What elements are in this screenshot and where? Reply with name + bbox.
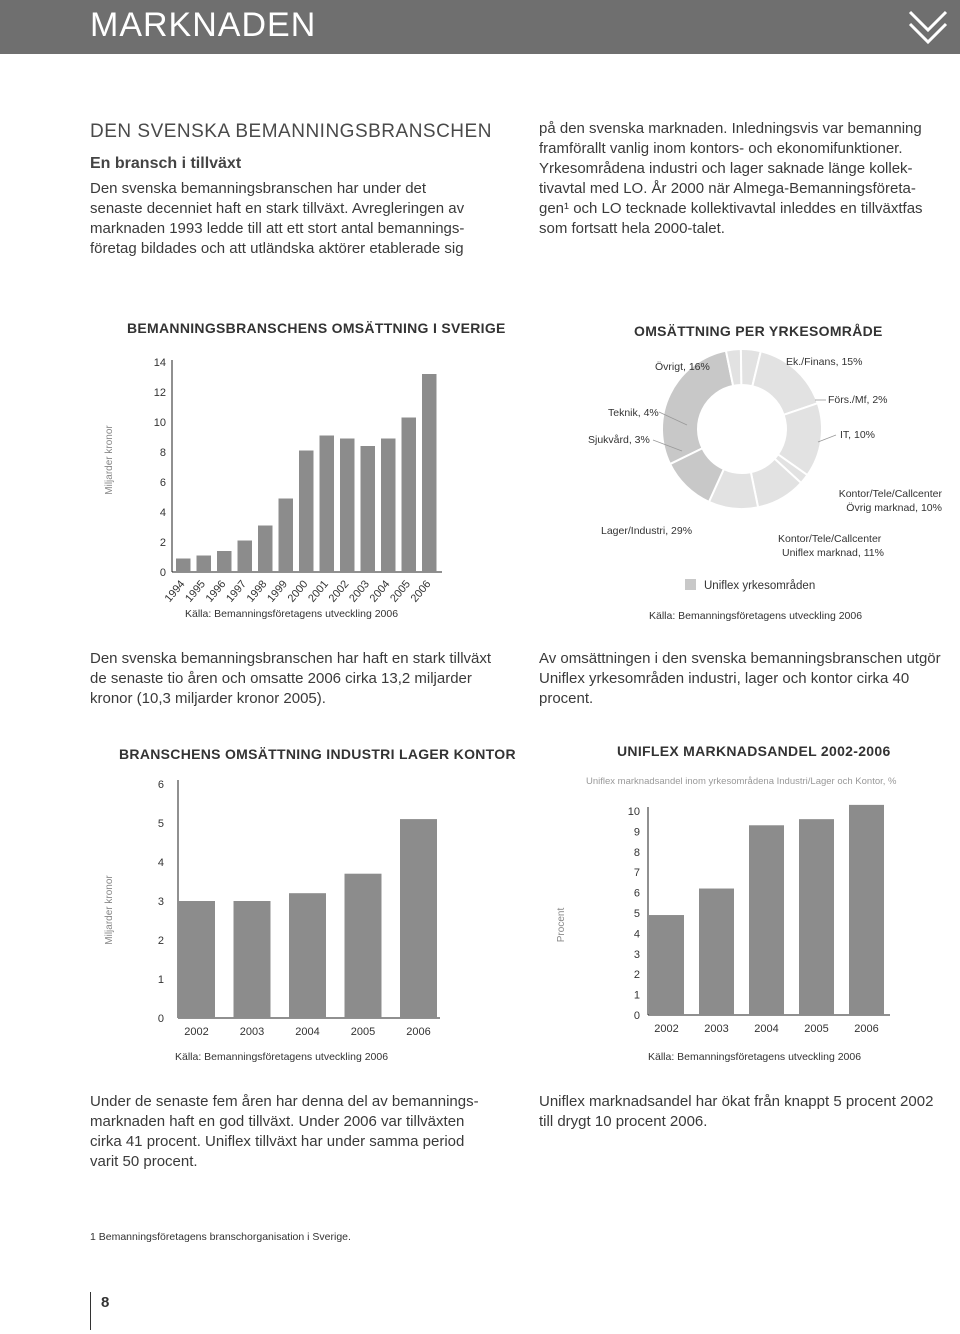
y-tick-label: 4 <box>159 507 166 519</box>
x-tick-label: 1998 <box>244 578 270 605</box>
label-kontor-ovrig: Övrig marknad, 10% <box>846 502 942 514</box>
y-tick-label: 2 <box>159 537 166 549</box>
x-tick-label: 1995 <box>183 578 209 605</box>
bar <box>178 901 215 1018</box>
x-tick-label: 2003 <box>347 578 373 605</box>
x-tick-label: 2005 <box>388 578 414 605</box>
header-bar <box>0 0 960 54</box>
caption-line: marknaden haft en god tillväxt. Under 2006 var tillväxten <box>90 1113 465 1130</box>
label-kontor-uniflex: Kontor/Tele/Callcenter <box>778 533 882 545</box>
chart1-title: BEMANNINGSBRANSCHENS OMSÄTTNING I SVERIGE <box>127 320 506 336</box>
x-tick-label: 2002 <box>184 1026 209 1038</box>
y-tick-label: 3 <box>633 948 640 961</box>
bar <box>299 451 314 573</box>
x-tick-label: 1994 <box>162 578 188 605</box>
x-tick-label: 2006 <box>408 578 434 605</box>
y-tick-label: 1 <box>633 989 640 1002</box>
chart1-caption <box>90 649 530 709</box>
caption-line: till drygt 10 procent 2006. <box>539 1113 708 1130</box>
x-tick-label: 2003 <box>239 1026 265 1038</box>
intro-line: på den svenska marknaden. Inledningsvis var bemanning <box>539 120 922 137</box>
bar <box>289 893 326 1018</box>
intro-line: företag bildades och att utländska aktörer etablerade sig <box>90 240 464 257</box>
section-subtitle: En bransch i tillväxt <box>90 155 242 172</box>
bar <box>234 901 271 1018</box>
bar <box>422 374 437 572</box>
y-tick-label: 2 <box>157 935 164 947</box>
bar <box>340 439 355 573</box>
bar <box>176 559 191 573</box>
intro-line: marknaden 1993 ledde till att ett stort antal bemannings- <box>90 220 465 237</box>
y-tick-label: 5 <box>157 818 164 830</box>
x-tick-label: 2004 <box>367 578 393 605</box>
double-chevron-down-icon <box>907 8 949 48</box>
chart4-caption <box>539 1092 959 1132</box>
y-tick-label: 5 <box>633 908 640 920</box>
y-tick-label: 0 <box>633 1010 640 1022</box>
intro-right-column <box>539 119 959 239</box>
chart3-source: Källa: Bemanningsföretagens utveckling 2006 <box>175 1051 389 1063</box>
page-number-rule <box>90 1292 91 1330</box>
bar <box>649 915 684 1015</box>
x-tick-label: 1999 <box>265 578 291 605</box>
chart2-title: OMSÄTTNING PER YRKESOMRÅDE <box>634 323 883 339</box>
y-axis-label: Miljarder kronor <box>104 425 115 495</box>
chart4-svg <box>540 795 920 1045</box>
x-tick-label: 2006 <box>406 1026 431 1038</box>
page-header-title: MARKNADEN <box>90 6 317 44</box>
label-ovrigt: Övrigt, 16% <box>655 361 710 373</box>
chart3-caption <box>90 1092 530 1172</box>
x-tick-label: 2005 <box>350 1026 376 1038</box>
x-tick-label: 2002 <box>326 578 352 605</box>
footnote: 1 Bemanningsföretagens branschorganisation i Sverige. <box>90 1231 351 1243</box>
chart3-svg <box>90 770 470 1045</box>
caption-line: Den svenska bemanningsbranschen har haft en stark tillväxt <box>90 650 492 667</box>
label-it: IT, 10% <box>840 429 876 441</box>
y-tick-label: 0 <box>157 1013 164 1025</box>
caption-line: Under de senaste fem åren har denna del av bemannings- <box>90 1093 479 1110</box>
caption-line: varit 50 procent. <box>90 1153 198 1170</box>
intro-line: som fortsatt hela 2000-talet. <box>539 220 725 237</box>
x-tick-label: 2006 <box>854 1023 879 1035</box>
x-tick-label: 2001 <box>306 578 332 605</box>
bar <box>217 551 232 572</box>
caption-line: kronor (10,3 miljarder kronor 2005). <box>90 690 326 707</box>
bar <box>361 446 376 572</box>
x-tick-label: 1997 <box>224 578 250 605</box>
intro-line: framförallt vanlig inom kontors- och ekonomifunktioner. <box>539 140 903 157</box>
x-tick-label: 1996 <box>203 578 229 605</box>
y-tick-label: 4 <box>633 928 640 941</box>
y-tick-label: 6 <box>159 477 166 489</box>
y-tick-label: 2 <box>633 969 640 982</box>
y-axis-label: Miljarder kronor <box>104 875 115 945</box>
chart4-source: Källa: Bemanningsföretagens utveckling 2006 <box>648 1051 862 1063</box>
label-ekfinans: Ek./Finans, 15% <box>786 356 863 368</box>
chart1-source: Källa: Bemanningsföretagens utveckling 2006 <box>185 608 399 620</box>
chart4-subtitle: Uniflex marknadsandel inom yrkesområdena Industri/Lager och Kontor, % <box>586 776 897 787</box>
intro-line: Den svenska bemanningsbranschen har under det <box>90 180 427 197</box>
label-kontor-uniflex: Uniflex marknad, 11% <box>782 547 884 559</box>
caption-line: cirka 41 procent. Uniflex tillväxt har under samma period <box>90 1133 465 1150</box>
y-tick-label: 10 <box>627 806 640 818</box>
bar <box>400 819 437 1018</box>
bar <box>345 874 382 1018</box>
y-tick-label: 0 <box>159 567 166 579</box>
intro-left-column <box>90 179 520 259</box>
legend-swatch <box>685 579 696 590</box>
y-tick-label: 9 <box>633 826 640 839</box>
y-tick-label: 8 <box>633 846 640 859</box>
bar <box>849 805 884 1015</box>
y-tick-label: 1 <box>157 974 164 986</box>
y-tick-label: 12 <box>153 387 166 399</box>
bar <box>402 418 417 573</box>
bar <box>699 889 734 1015</box>
x-tick-label: 2003 <box>704 1023 729 1035</box>
chart3-title: BRANSCHENS OMSÄTTNING INDUSTRI LAGER KONTOR <box>119 746 516 762</box>
bar <box>238 541 253 573</box>
x-tick-label: 2005 <box>804 1023 829 1035</box>
intro-line: senaste decenniet haft en stark tillväxt. Avregleringen av <box>90 200 465 217</box>
x-tick-label: 2000 <box>285 578 311 605</box>
intro-line: tivavtal med LO. År 2000 när Almega-Bemanningsföreta- <box>539 180 916 197</box>
y-tick-label: 8 <box>159 447 166 459</box>
label-fors: Förs./Mf, 2% <box>828 394 888 406</box>
y-tick-label: 7 <box>633 867 640 880</box>
caption-line: Av omsättningen i den svenska bemanningsbranschen utgör <box>539 650 941 667</box>
x-tick-label: 2002 <box>654 1023 679 1035</box>
label-kontor-ovrig: Kontor/Tele/Callcenter <box>838 488 942 500</box>
chart1-svg <box>90 340 470 610</box>
section-title: DEN SVENSKA BEMANNINGSBRANSCHEN <box>90 121 492 142</box>
bar <box>258 526 273 573</box>
y-tick-label: 3 <box>157 896 164 908</box>
chart4-title: UNIFLEX MARKNADSANDEL 2002-2006 <box>617 743 891 759</box>
caption-line: procent. <box>539 690 594 707</box>
bar <box>197 556 212 573</box>
caption-line: Uniflex yrkesområden industri, lager och kontor cirka 40 <box>539 670 910 687</box>
chart2-caption <box>539 649 959 709</box>
label-teknik: Teknik, 4% <box>608 407 659 419</box>
y-tick-label: 6 <box>633 887 640 900</box>
y-tick-label: 6 <box>157 779 164 791</box>
intro-line: Yrkesområdena industri och lager saknade länge kollek- <box>539 160 913 177</box>
label-lager: Lager/Industri, 29% <box>601 525 693 537</box>
bar <box>320 436 335 573</box>
y-tick-label: 10 <box>153 417 166 429</box>
bar <box>381 439 396 573</box>
label-sjukvard: Sjukvård, 3% <box>588 434 650 446</box>
bar <box>799 819 834 1015</box>
page-number: 8 <box>101 1294 110 1311</box>
intro-line: gen¹ och LO tecknade kollektivavtal inleddes en tillväxtfas <box>539 200 923 217</box>
y-tick-label: 4 <box>157 857 164 869</box>
y-tick-label: 14 <box>153 357 166 369</box>
chart2-source: Källa: Bemanningsföretagens utveckling 2006 <box>649 610 863 622</box>
caption-line: de senaste tio åren och omsatte 2006 cirka 13,2 miljarder <box>90 670 472 687</box>
bar <box>279 499 294 573</box>
bar <box>749 825 784 1015</box>
legend-label: Uniflex yrkesområden <box>704 580 816 592</box>
x-tick-label: 2004 <box>754 1023 779 1035</box>
caption-line: Uniflex marknadsandel har ökat från knappt 5 procent 2002 <box>539 1093 934 1110</box>
chart2-svg <box>560 345 960 605</box>
y-axis-label: Procent <box>556 907 567 943</box>
x-tick-label: 2004 <box>295 1026 320 1038</box>
